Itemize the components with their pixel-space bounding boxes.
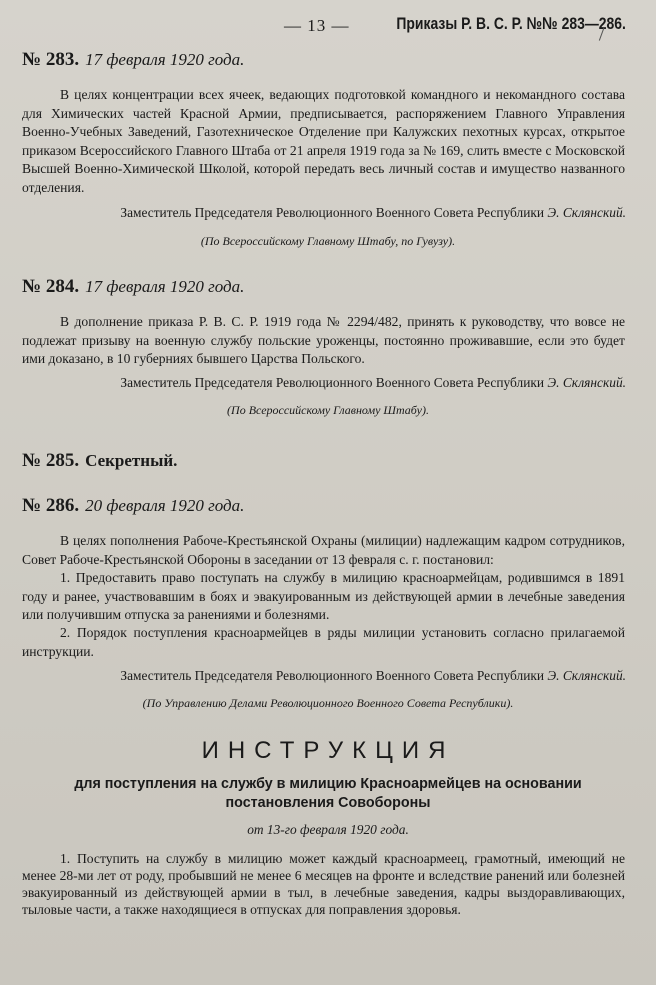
- order-number: № 283.: [22, 49, 80, 70]
- order-286-text-point-2: 2. Порядок поступления красноармейцев в ряды милиции установить согласно прилагаемой инструкции.: [22, 625, 625, 659]
- order-number: № 285.: [22, 450, 80, 471]
- order-283-heading: [22, 49, 244, 71]
- signature-title: Заместитель Председателя Революционного Военного Совета Республики: [120, 205, 545, 220]
- order-286-text-preamble: В целях пополнения Рабоче-Крестьянской Охраны (милиции) надлежащим кадром сотрудников, Совет Рабоче-Крестьянской Обороны в заседании от 13 февраля с. г. постановил:: [22, 533, 625, 567]
- instruction-title: ИНСТРУКЦИЯ: [201, 737, 455, 764]
- instruction-subtitle: для поступления на службу в милицию Красноармейцев на основании постановления Совобороны: [74, 776, 582, 811]
- signature-name: Э. Склянский.: [547, 375, 626, 390]
- order-285-heading: [22, 450, 177, 472]
- signature-title: Заместитель Председателя Революционного Военного Совета Республики: [120, 375, 545, 390]
- order-number: № 286.: [22, 495, 80, 516]
- order-date: 20 февраля 1920 года.: [85, 496, 245, 515]
- order-286-signature: [120, 668, 626, 684]
- order-284-source: (По Всероссийскому Главному Штабу).: [227, 403, 429, 417]
- order-283-signature: [120, 205, 626, 221]
- instruction-date: от 13-го февраля 1920 года.: [247, 822, 409, 837]
- running-title: Приказы Р. В. С. Р. №№ 283—286.: [396, 14, 626, 33]
- order-286-source: (По Управлению Делами Революционного Военного Совета Республики).: [142, 696, 514, 710]
- order-286-heading: [22, 495, 244, 517]
- order-number: № 284.: [22, 276, 80, 297]
- page-header: [0, 12, 656, 42]
- order-283-text: В целях концентрации всех ячеек, ведающих подготовкой командного и некомандного состава для Химических частей Красной Армии, предписывается, распоряжением Главного Управления Военно-Учебных Заведений, Газотехническое Отделение при Калужских пехотных курсах, открытое приказом Всероссийского Главного Штаба от 21 апреля 1919 года за № 169, слить вместе с Московской Высшей Военно-Химической Школой, которой передать весь личный состав и имущество названного отделения.: [22, 87, 625, 195]
- order-date: 17 февраля 1920 года.: [85, 50, 245, 69]
- order-284-heading: [22, 276, 244, 298]
- signature-name: Э. Склянский.: [547, 205, 626, 220]
- instruction-point-1: 1. Поступить на службу в милицию может каждый красноармеец, грамотный, имеющий не менее 28-ми лет от роду, пробывший не менее 6 месяцев на фронте и вследствие ранений или болезней эвакуированный из действующей армии в тыл, в лечебные заведения, кадры выздоравливающих, тыловые части, а также находящиеся в отпусках для поправления здоровья.: [22, 851, 625, 917]
- order-283-source: (По Всероссийскому Главному Штабу, по Гувузу).: [200, 234, 456, 248]
- order-286-text-point-1: 1. Предоставить право поступать на службу в милицию красноармейцам, родившимся в 1891 году и ранее, участвовавшим в боях и эвакуированным из действующей армии в лечебные заведения или получившим отпуска за ранениями и болезнями.: [22, 570, 625, 623]
- order-label: Секретный.: [85, 451, 178, 470]
- order-284-signature: [120, 375, 626, 391]
- signature-name: Э. Склянский.: [547, 668, 626, 683]
- order-284-text: В дополнение приказа Р. В. С. Р. 1919 года № 2294/482, принять к руководству, что вовсе не подлежат призыву на военную службу польские уроженцы, постоянно проживавшие, если это будет ими доказано, в 10 губерниях бывшего Царства Польского.: [22, 314, 625, 367]
- order-date: 17 февраля 1920 года.: [85, 277, 245, 296]
- signature-title: Заместитель Председателя Революционного Военного Совета Республики: [120, 668, 545, 683]
- page-number: — 13 —: [284, 16, 350, 35]
